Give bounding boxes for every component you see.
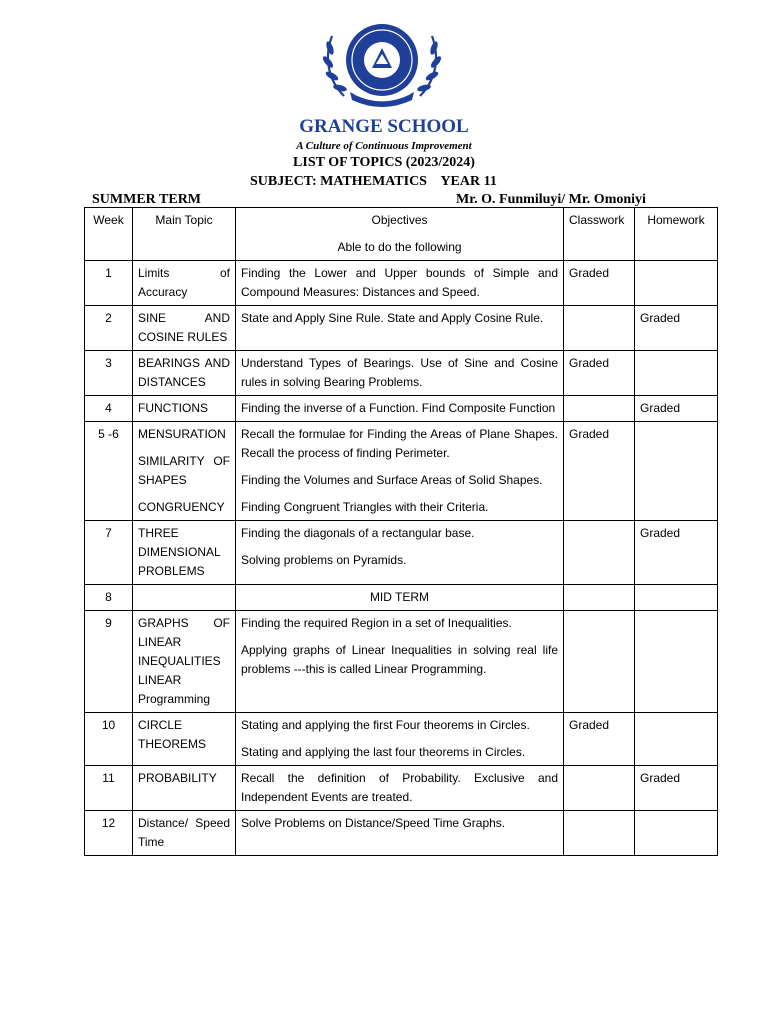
header-objectives — [236, 208, 564, 261]
week-cell: 8 — [85, 585, 133, 611]
classwork-cell — [564, 766, 635, 811]
header-homework: Homework — [635, 208, 718, 261]
main-topic-text: PROBABILITY — [138, 771, 217, 785]
week-cell: 10 — [85, 713, 133, 766]
table-row — [85, 351, 718, 396]
objectives-cell — [236, 713, 564, 766]
objectives-cell — [236, 396, 564, 422]
main-topic-text: CIRCLE THEOREMS — [138, 718, 207, 751]
header-objectives-sub: Able to do the following — [337, 240, 462, 254]
table-row — [85, 261, 718, 306]
school-motto: A Culture of Continuous Improvement — [296, 140, 472, 152]
homework-cell — [635, 351, 718, 396]
objective-text: Understand Types of Bearings. Use of Sine and Cosine rules in solving Bearing Problems. — [241, 356, 558, 389]
objective-text: Finding the inverse of a Function. Find Composite Function — [241, 401, 556, 415]
main-topic-text: Distance/ Speed Time — [138, 816, 230, 849]
header-week: Week — [85, 208, 133, 261]
main-topic-cell — [133, 713, 236, 766]
main-topic-text: Limits of Accuracy — [138, 266, 230, 299]
homework-cell: Graded — [635, 396, 718, 422]
classwork-cell — [564, 585, 635, 611]
table-header-row — [85, 208, 718, 261]
main-topic-text: BEARINGS AND DISTANCES — [138, 356, 230, 389]
homework-cell — [635, 422, 718, 521]
objectives-cell — [236, 422, 564, 521]
objectives-cell — [236, 611, 564, 713]
table-row — [85, 611, 718, 713]
table-body — [85, 261, 718, 856]
objectives-cell — [236, 811, 564, 856]
table-row — [85, 396, 718, 422]
objective-text: Stating and applying the first Four theorems in Circles. — [241, 718, 530, 732]
classwork-cell — [564, 306, 635, 351]
mid-term-label: MID TERM — [369, 590, 430, 604]
term-label: SUMMER TERM — [92, 192, 202, 207]
main-topic-text: SINE AND COSINE RULES — [138, 311, 230, 344]
main-topic-cell — [133, 611, 236, 713]
main-topic-cell — [133, 306, 236, 351]
classwork-cell: Graded — [564, 713, 635, 766]
table-row — [85, 521, 718, 585]
main-topic-cell — [133, 351, 236, 396]
main-topic-text: CONGRUENCY — [138, 500, 225, 514]
objective-text: Recall the definition of Probability. Exclusive and Independent Events are treated. — [241, 771, 558, 804]
table-row — [85, 585, 718, 611]
main-topic-cell — [133, 585, 236, 611]
objective-text: Applying graphs of Linear Inequalities in solving real life problems ---this is called Linear Programming. — [241, 643, 558, 676]
homework-cell — [635, 811, 718, 856]
teachers-label: Mr. O. Funmiluyi/ Mr. Omoniyi — [456, 192, 646, 207]
school-logo — [314, 18, 450, 110]
main-topic-cell — [133, 261, 236, 306]
objective-text: Finding the Volumes and Surface Areas of Solid Shapes. — [241, 473, 543, 487]
classwork-cell: Graded — [564, 351, 635, 396]
objectives-cell — [236, 306, 564, 351]
week-cell: 5 -6 — [85, 422, 133, 521]
week-cell: 9 — [85, 611, 133, 713]
objectives-cell — [236, 521, 564, 585]
table-row — [85, 306, 718, 351]
topics-table — [84, 207, 718, 856]
week-cell: 11 — [85, 766, 133, 811]
objective-text: State and Apply Sine Rule. State and Apply Cosine Rule. — [241, 311, 544, 325]
header-main-topic: Main Topic — [133, 208, 236, 261]
main-topic-cell — [133, 811, 236, 856]
main-topic-cell — [133, 521, 236, 585]
week-cell: 1 — [85, 261, 133, 306]
objective-text: Recall the formulae for Finding the Areas of Plane Shapes. Recall the process of finding Perimeter. — [241, 427, 558, 460]
week-cell: 12 — [85, 811, 133, 856]
classwork-cell — [564, 811, 635, 856]
classwork-cell: Graded — [564, 261, 635, 306]
classwork-cell: Graded — [564, 422, 635, 521]
main-topic-cell — [133, 766, 236, 811]
homework-cell: Graded — [635, 766, 718, 811]
objective-text: Stating and applying the last four theorems in Circles. — [241, 745, 526, 759]
main-topic-cell — [133, 396, 236, 422]
classwork-cell — [564, 611, 635, 713]
week-cell: 3 — [85, 351, 133, 396]
objectives-cell — [236, 766, 564, 811]
main-topic-text: SIMILARITY OF SHAPES — [138, 454, 230, 487]
week-cell: 2 — [85, 306, 133, 351]
subject-line: SUBJECT: MATHEMATICS YEAR 11 — [250, 174, 497, 189]
classwork-cell — [564, 521, 635, 585]
objectives-cell — [236, 261, 564, 306]
homework-cell: Graded — [635, 521, 718, 585]
homework-cell: Graded — [635, 306, 718, 351]
header-objectives-label: Objectives — [371, 213, 428, 227]
objective-text: Solve Problems on Distance/Speed Time Graphs. — [241, 816, 506, 830]
table-row — [85, 422, 718, 521]
objective-text: Finding the required Region in a set of Inequalities. — [241, 616, 512, 630]
school-name: GRANGE SCHOOL — [299, 116, 469, 137]
objective-text: Solving problems on Pyramids. — [241, 553, 407, 567]
main-topic-text: MENSURATION — [138, 427, 226, 441]
week-cell: 7 — [85, 521, 133, 585]
objective-text: Finding the Lower and Upper bounds of Simple and Compound Measures: Distances and Speed. — [241, 266, 558, 299]
objectives-cell — [236, 351, 564, 396]
homework-cell — [635, 261, 718, 306]
table-row — [85, 811, 718, 856]
classwork-cell — [564, 396, 635, 422]
header-classwork: Classwork — [564, 208, 635, 261]
main-topic-cell — [133, 422, 236, 521]
main-topic-text: FUNCTIONS — [138, 401, 208, 415]
document-title: LIST OF TOPICS (2023/2024) — [293, 155, 475, 170]
homework-cell — [635, 611, 718, 713]
objective-text: Finding Congruent Triangles with their Criteria. — [241, 500, 489, 514]
table-row — [85, 766, 718, 811]
main-topic-text: GRAPHS OF LINEAR INEQUALITIES LINEAR Programming — [138, 616, 230, 706]
week-cell: 4 — [85, 396, 133, 422]
homework-cell — [635, 713, 718, 766]
main-topic-text: THREE DIMENSIONAL PROBLEMS — [138, 526, 221, 578]
homework-cell — [635, 585, 718, 611]
table-row — [85, 713, 718, 766]
objective-text: Finding the diagonals of a rectangular base. — [241, 526, 475, 540]
objectives-cell — [236, 585, 564, 611]
